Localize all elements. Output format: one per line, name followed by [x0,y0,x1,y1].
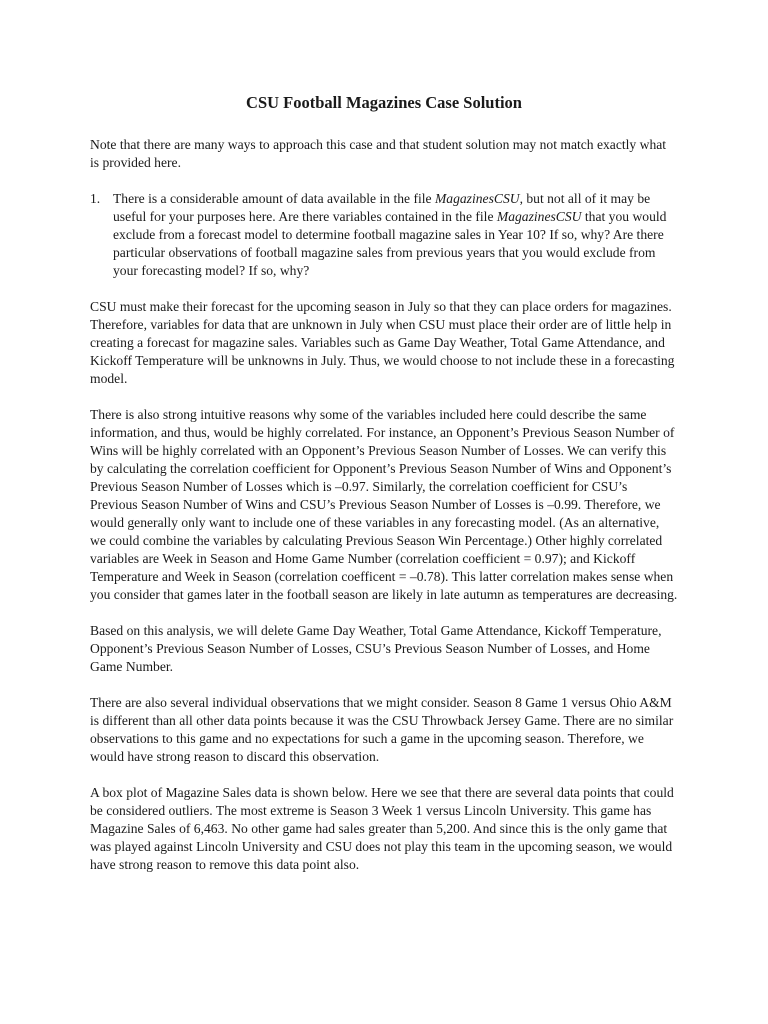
question-text: There is a considerable amount of data available in the file MagazinesCSU, but not all of it may be useful for your purposes here. Are there variables contained in the file MagazinesCSU that you would exclude from a forecast model to determine football magazine sales in Year 10? If so, why? Are there particular observations of football magazine sales from previous years that you would exclude from your forecasting model? If so, why? [113,191,667,278]
question-number: 1. [90,191,101,206]
document-title: CSU Football Magazines Case Solution [246,93,522,112]
intro-paragraph: Note that there are many ways to approach this case and that student solution may not match exactly what is provided here. [90,137,667,170]
file-name: MagazinesCSU [496,209,582,224]
document-page [90,92,678,892]
paragraph-box-plot: A box plot of Magazine Sales data is shown below. Here we see that there are several data points that could be considered outliers. The most extreme is Season 3 Week 1 versus Lincoln University. This game has Magazine Sales of 6,463. No other game had sales greater than 5,200. And since this is the only game that was played against Lincoln University and CSU does not play this team in the upcoming season, we would have strong reason to remove this data point also. [90,785,674,872]
paragraph-correlation: There is also strong intuitive reasons why some of the variables included here could describe the same information, and thus, would be highly correlated. For instance, an Opponent’s Previous Season Number of Wins will be highly correlated with an Opponent’s Previous Season Number of Losses. We can verify this by calculating the correlation coefficient for Opponent’s Previous Season Number of Wins and Opponent’s Previous Season Number of Losses which is –0.97. Similarly, the correlation coefficient for CSU’s Previous Season Number of Wins and CSU’s Previous Season Number of Losses is –0.99. Therefore, we would generally only want to include one of these variables in any forecasting model. (As an alternative, we could combine the variables by calculating Previous Season Win Percentage.) Other highly correlated variables are Week in Season and Home Game Number (correlation coefficient = 0.97); and Kickoff Temperature and Week in Season (correlation coefficent = –0.78). This latter correlation makes sense when you consider that games later in the football season are likely in late autumn as temperatures are decreasing. [90,407,678,602]
question-1 [90,190,678,280]
file-name: MagazinesCSU [434,191,520,206]
paragraph-observations: There are also several individual observations that we might consider. Season 8 Game 1 versus Ohio A&M is different than all other data points because it was the CSU Throwback Jersey Game. There are no similar observations to this game and no expectations for such a game in the upcoming season. Therefore, we would have strong reason to discard this observation. [90,695,674,764]
paragraph-deletions: Based on this analysis, we will delete Game Day Weather, Total Game Attendance, Kickoff Temperature, Opponent’s Previous Season Number of Losses, CSU’s Previous Season Number of Losses, and Home Game Number. [90,623,662,674]
paragraph-forecast-timing: CSU must make their forecast for the upcoming season in July so that they can place orders for magazines. Therefore, variables for data that are unknown in July when CSU must place their order are of little help in creating a forecast for magazine sales. Variables such as Game Day Weather, Total Game Attendance, and Kickoff Temperature will be unknowns in July. Thus, we would choose to not include these in a forecasting model. [90,299,675,386]
